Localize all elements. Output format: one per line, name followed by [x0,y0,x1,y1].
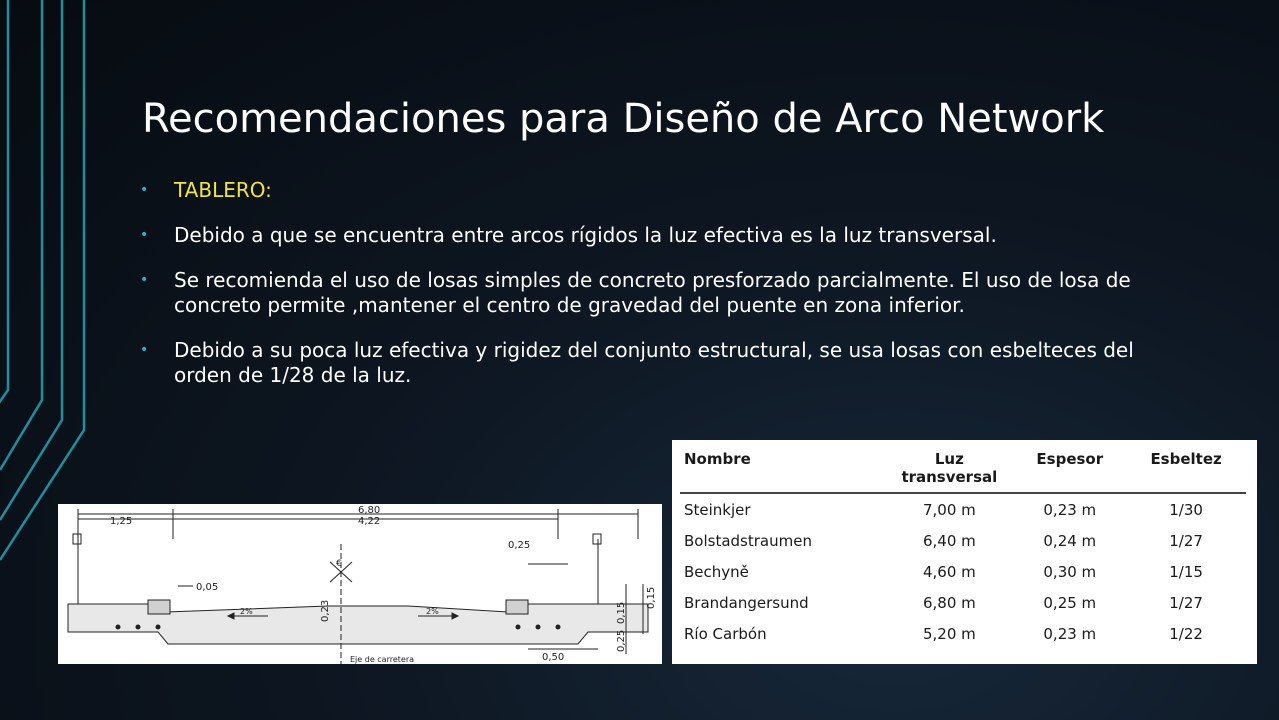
cell-luz: 6,80 m [922,593,976,612]
dim-depth: 0,23 [320,599,331,622]
slide-title: Recomendaciones para Diseño de Arco Network [142,96,1105,142]
dim-gap: 0,05 [196,582,219,593]
dim-left: 1,25 [110,516,133,527]
slope-right: 2% [426,607,439,616]
deck-section-drawing [58,504,662,664]
cell-nombre: Bolstadstraumen [684,531,812,550]
cell-espesor: 0,24 m [1043,531,1097,550]
cell-luz: 7,00 m [922,500,976,519]
dim-bottom: 0,50 [542,652,565,663]
cell-nombre: Bechyně [684,562,749,581]
cell-esbeltez: 1/27 [1169,531,1203,550]
bullet-text: Se recomienda el uso de losas simples de concreto presforzado parcialmente. El uso de losa de concreto permite ,mantener el centro de gravedad del puente en zona inferior. [174,268,1131,317]
cell-espesor: 0,25 m [1043,593,1097,612]
header-espesor: Espesor [1036,450,1104,468]
deck-section-svg [58,504,662,664]
cell-espesor: 0,23 m [1043,624,1097,643]
table-row [680,618,1246,649]
header-luz: Luz transversal [901,450,998,486]
bullet-text: TABLERO: [174,178,272,202]
bullet-list [140,178,1180,408]
slenderness-table [680,448,1246,649]
table-row [680,556,1246,587]
dim-side-b: 0,15 [646,586,657,609]
cell-nombre: Río Carbón [684,624,767,643]
cell-espesor: 0,30 m [1043,562,1097,581]
cell-luz: 5,20 m [922,624,976,643]
table-row [680,493,1246,525]
cell-nombre: Steinkjer [684,500,751,519]
cell-espesor: 0,23 m [1043,500,1097,519]
dim-side-c: 0,25 [616,629,627,652]
header-esbeltez: Esbeltez [1150,450,1222,468]
cell-esbeltez: 1/30 [1169,500,1203,519]
table-row [680,525,1246,556]
bullet-dot-icon: • [140,227,149,243]
dim-side-a: 0,15 [616,601,627,624]
dim-inner: 4,22 [358,516,381,527]
cell-esbeltez: 1/22 [1169,624,1203,643]
cell-nombre: Brandangersund [684,593,809,612]
table-row [680,587,1246,618]
bullet-luz-efectiva [140,223,1180,248]
bullet-esbelteces [140,338,1180,388]
bullet-text: Debido a que se encuentra entre arcos rígidos la luz efectiva es la luz transversal. [174,223,997,247]
cell-luz: 6,40 m [922,531,976,550]
cell-esbeltez: 1/27 [1169,593,1203,612]
slope-left: 2% [240,607,253,616]
slenderness-table-image [672,440,1257,664]
cell-esbeltez: 1/15 [1169,562,1203,581]
header-nombre: Nombre [684,450,751,468]
axis-symbol: € [336,559,342,569]
bullet-losas [140,268,1180,318]
bullet-dot-icon: • [140,272,149,288]
bullet-tablero [140,178,1180,203]
bullet-dot-icon: • [140,182,149,198]
cell-luz: 4,60 m [922,562,976,581]
bullet-text: Debido a su poca luz efectiva y rigidez del conjunto estructural, se usa losas con esbelteces del orden de 1/28 de la luz. [174,338,1134,387]
dim-total: 6,80 [358,505,381,516]
dim-curb: 0,25 [508,540,531,551]
table-header-row [680,448,1246,493]
bullet-dot-icon: • [140,342,149,358]
axis-label: Eje de carretera [350,655,415,664]
